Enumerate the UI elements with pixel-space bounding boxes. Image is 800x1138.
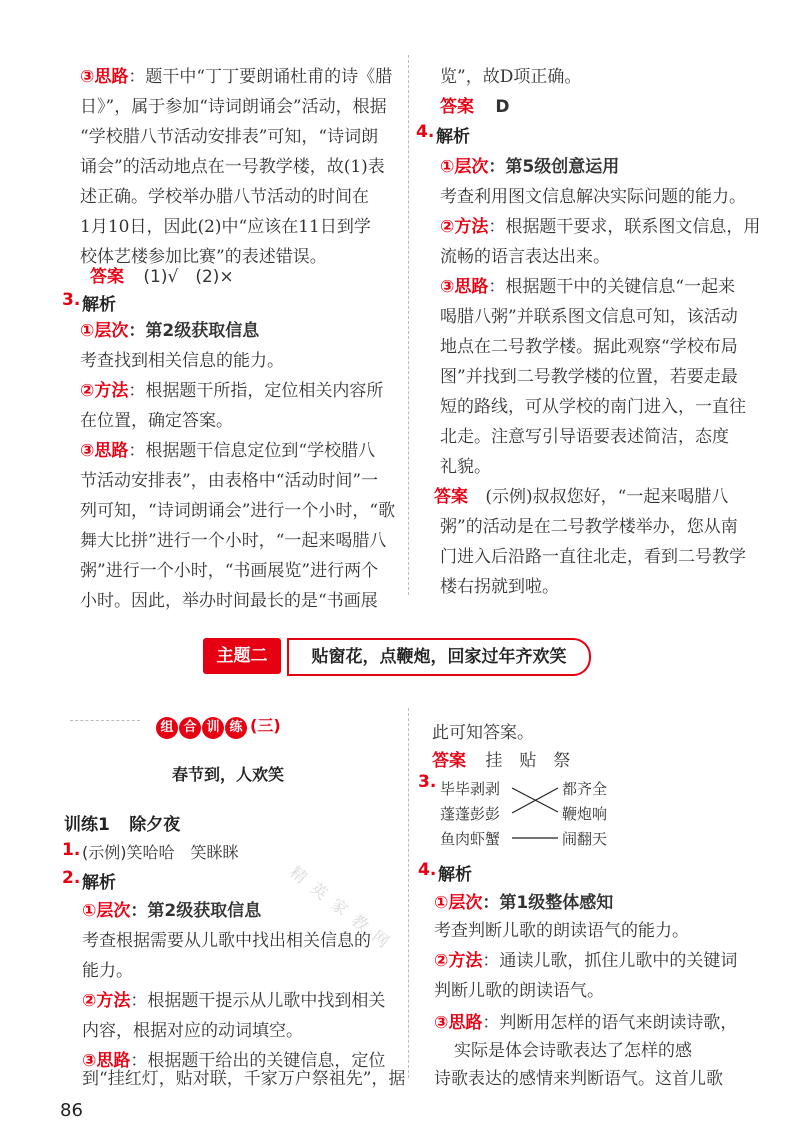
match-line xyxy=(512,788,558,812)
question-number: 2. xyxy=(62,868,81,888)
text-line: 能力。 xyxy=(82,961,133,981)
method-text: ：根据题干所指，定位相关内容所 xyxy=(128,381,384,401)
level-value: ：第2级获取信息 xyxy=(130,901,262,921)
level-line xyxy=(80,316,259,341)
text-line: 粥”进行一个小时，“书画展览”进行两个 xyxy=(80,561,379,581)
thought-text: ：根据题干给出的关键信息，定位 xyxy=(130,1051,386,1071)
text-line: 校体艺楼参加比赛”的表述错误。 xyxy=(80,247,327,267)
section-subtitle: 春节到，人欢笑 xyxy=(172,765,285,784)
text-line: 此可知答案。 xyxy=(432,723,534,743)
level-value: ：第1级整体感知 xyxy=(482,893,614,913)
text-line: 考查找到相关信息的能力。 xyxy=(80,351,284,371)
question-number: 4. xyxy=(418,860,437,880)
question-number: 1. xyxy=(62,840,81,860)
question-heading: 解析 xyxy=(82,873,116,893)
answer-line xyxy=(432,746,570,771)
text-line: 粥”的活动是在二号教学楼举办，您从南 xyxy=(440,517,738,537)
text-line: 内容，根据对应的动词填空。 xyxy=(82,1021,303,1041)
match-left-item: 蓬蓬彭彭 xyxy=(440,805,501,823)
question-heading: 解析 xyxy=(438,865,472,885)
answer-label: 答案 xyxy=(434,487,468,507)
match-right-item: 都齐全 xyxy=(562,780,608,798)
thought-label: ③思路 xyxy=(82,1051,131,1071)
text-line: 日》”，属于参加“诗词朗诵会”活动，根据 xyxy=(80,97,387,117)
match-left-item: 毕毕剥剥 xyxy=(440,780,501,798)
text-line: 1月10日，因此(2)中“应该在11日到学 xyxy=(80,217,371,237)
text-line: 列可知，“诗词朗诵会”进行一个小时，“歌 xyxy=(80,501,396,521)
text-line: 舞大比拼”进行一个小时，“一起来喝腊八 xyxy=(80,531,387,551)
text-line: 考查判断儿歌的朗读语气的能力。 xyxy=(434,921,689,941)
thought-text: ：判断用怎样的语气来朗读诗歌， xyxy=(482,1013,738,1033)
text-line: 述正确。学校举办腊八节活动的时间在 xyxy=(80,187,369,207)
text-line-content: ：题干中“丁丁要朗诵杜甫的诗《腊 xyxy=(128,67,393,87)
level-value: ：第2级获取信息 xyxy=(128,321,260,341)
thought-label: ③思路 xyxy=(80,67,129,87)
question-heading: 解析 xyxy=(436,127,470,147)
thought-label: ③思路 xyxy=(440,277,489,297)
text-line: 短的路线，可从学校的南门进入，一直往 xyxy=(440,397,746,417)
training-heading xyxy=(64,810,180,835)
thought-line xyxy=(80,436,375,461)
level-line xyxy=(434,888,613,913)
text-line: 喝腊八粥”并联系图文信息可知，该活动 xyxy=(440,307,738,327)
level-label: ①层次 xyxy=(440,157,489,177)
method-line xyxy=(82,986,385,1011)
answer-line xyxy=(434,482,728,507)
method-label: ②方法 xyxy=(82,991,131,1011)
combo-char: 组 xyxy=(156,717,178,739)
thought-text: ：根据题干信息定位到“学校腊八 xyxy=(128,441,376,461)
text-line: 诗歌表达的感情来判断语气。这首儿歌 xyxy=(434,1069,723,1089)
answer-text: D xyxy=(495,97,510,117)
text-line: 实际是体会诗歌表达了怎样的感 xyxy=(454,1041,692,1061)
combo-training-heading xyxy=(156,713,281,739)
method-text: ：根据题干要求，联系图文信息，用 xyxy=(488,217,761,237)
question-number: 3. xyxy=(418,772,437,792)
text-line: 图”并找到二号教学楼的位置，若要走最 xyxy=(440,367,738,387)
combo-char: 训 xyxy=(202,717,224,739)
theme-title: 贴窗花，点鞭炮，回家过年齐欢笑 xyxy=(287,638,591,676)
question-heading: 解析 xyxy=(82,295,116,315)
level-value: ：第5级创意运用 xyxy=(488,157,620,177)
match-left-item: 鱼肉虾蟹 xyxy=(440,830,501,848)
combo-char: 合 xyxy=(179,717,201,739)
question-number: 4. xyxy=(416,122,435,142)
match-line xyxy=(512,788,558,813)
text-line: 判断儿歌的朗读语气。 xyxy=(434,981,604,1001)
text-line: 楼右拐就到啦。 xyxy=(440,577,559,597)
method-text: ：通读儿歌，抓住儿歌中的关键词 xyxy=(482,951,738,971)
level-label: ①层次 xyxy=(80,321,129,341)
training-label: 训练1 xyxy=(64,815,110,835)
text-line: 览”，故D项正确。 xyxy=(440,67,582,87)
text-line: 到“挂红灯，贴对联，千家万户祭祖先”，据 xyxy=(82,1069,406,1089)
column-divider-top xyxy=(408,55,409,595)
method-line xyxy=(440,212,760,237)
text-line: “学校腊八节活动安排表”可知，“诗词朗 xyxy=(80,127,379,147)
thought-line xyxy=(434,1008,737,1033)
answer-line xyxy=(440,92,510,117)
level-label: ①层次 xyxy=(82,901,131,921)
text-line: 考查根据需要从儿歌中找出相关信息的 xyxy=(82,931,371,951)
answer-text: (示例)叔叔您好，“一起来喝腊八 xyxy=(485,487,729,507)
match-right-item: 鞭炮响 xyxy=(562,805,608,823)
page-number: 86 xyxy=(60,1100,83,1121)
method-label: ②方法 xyxy=(440,217,489,237)
training-title: 除夕夜 xyxy=(129,815,181,835)
thought-label: ③思路 xyxy=(80,441,129,461)
text-line: 流畅的语言表达出来。 xyxy=(440,247,610,267)
method-label: ②方法 xyxy=(434,951,483,971)
text-line: 在位置，确定答案。 xyxy=(80,411,233,431)
method-line xyxy=(434,946,737,971)
combo-suffix: (三) xyxy=(250,716,281,735)
text-line: 小时。因此，举办时间最长的是“书画展 xyxy=(80,591,378,611)
theme-tag: 主题二 xyxy=(203,638,281,674)
level-line xyxy=(82,896,261,921)
text-line: 考查利用图文信息解决实际问题的能力。 xyxy=(440,187,746,207)
text-line: 节活动安排表”，由表格中“活动时间”一 xyxy=(80,471,379,491)
text-line: 门进入后沿路一直往北走，看到二号教学 xyxy=(440,547,746,567)
answer-label: 答案 xyxy=(432,751,466,771)
answer-line xyxy=(90,262,234,287)
thought-text: ：根据题干中的关键信息“一起来 xyxy=(488,277,736,297)
text-line: 礼貌。 xyxy=(440,457,491,477)
section-divider-left xyxy=(70,720,140,721)
answer-text: (示例)笑哈哈 笑眯眯 xyxy=(82,843,239,862)
column-divider-bottom xyxy=(408,708,409,1078)
answer-label: 答案 xyxy=(440,97,474,117)
text-line xyxy=(80,62,392,87)
watermark: 精英家教网 xyxy=(286,862,401,958)
answer-text: (1)√ (2)× xyxy=(143,267,234,287)
answer-text: 挂 贴 祭 xyxy=(485,751,571,771)
combo-char: 练 xyxy=(225,717,247,739)
text-line: 诵会”的活动地点在一号教学楼，故(1)表 xyxy=(80,157,385,177)
text-line: 北走。注意写引导语要表述简洁，态度 xyxy=(440,427,729,447)
thought-label: ③思路 xyxy=(434,1013,483,1033)
answer-label: 答案 xyxy=(90,267,124,287)
method-label: ②方法 xyxy=(80,381,129,401)
method-line xyxy=(80,376,383,401)
theme-banner xyxy=(203,636,598,678)
method-text: ：根据题干提示从儿歌中找到相关 xyxy=(130,991,386,1011)
level-line xyxy=(440,152,619,177)
question-number: 3. xyxy=(62,290,81,310)
level-label: ①层次 xyxy=(434,893,483,913)
text-line: 地点在二号教学楼。据此观察“学校布局 xyxy=(440,337,738,357)
thought-line xyxy=(440,272,735,297)
match-right-item: 闹翻天 xyxy=(562,830,608,848)
